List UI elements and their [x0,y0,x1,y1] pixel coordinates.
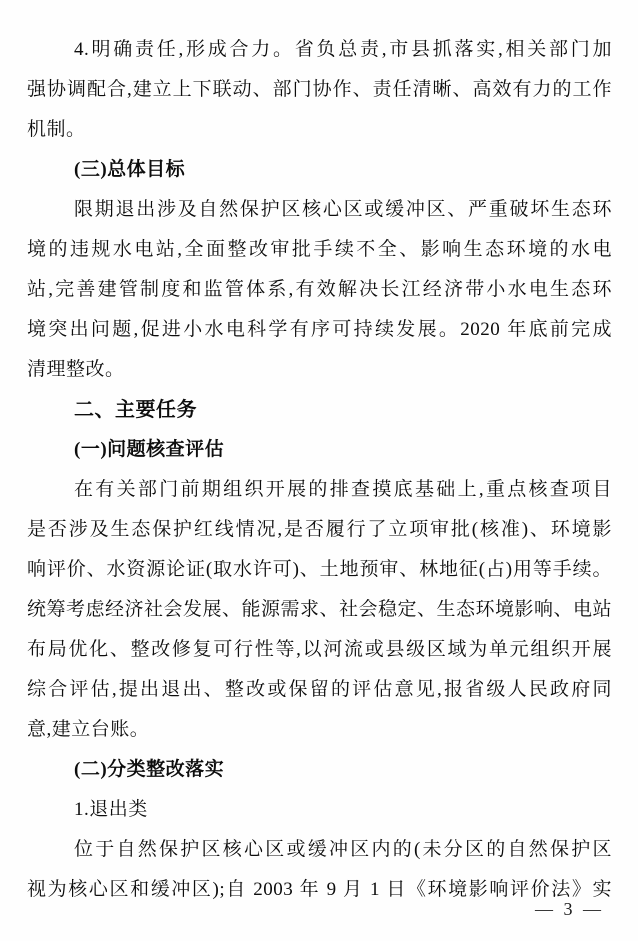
body-line: 限期退出涉及自然保护区核心区或缓冲区、严重破坏生态环 [74,199,612,220]
numbered-item-heading: 1.退出类 [74,799,148,820]
subsection-heading: (三)总体目标 [74,159,186,180]
body-line: 强协调配合,建立上下联动、部门协作、责任清晰、高效有力的工作 [27,79,612,100]
body-line: 站,完善建管制度和监管体系,有效解决长江经济带小水电生态环 [27,279,612,300]
body-line: 清理整改。 [27,359,125,380]
body-line: 在有关部门前期组织开展的排查摸底基础上,重点核查项目 [74,479,612,500]
body-line: 综合评估,提出退出、整改或保留的评估意见,报省级人民政府同 [27,679,612,700]
body-line: 布局优化、整改修复可行性等,以河流或县级区域为单元组织开展 [27,639,612,660]
subsection-heading: (二)分类整改落实 [74,759,225,780]
page-number: — 3 — [535,899,604,919]
body-line: 响评价、水资源论证(取水许可)、土地预审、林地征(占)用等手续。 [27,559,612,580]
body-line: 机制。 [27,119,86,140]
body-line: 统筹考虑经济社会发展、能源需求、社会稳定、生态环境影响、电站 [27,599,613,620]
subsection-heading: (一)问题核查评估 [74,439,225,460]
body-line: 是否涉及生态保护红线情况,是否履行了立项审批(核准)、环境影 [27,519,612,540]
body-line: 境突出问题,促进小水电科学有序可持续发展。2020 年底前完成 [27,319,612,340]
section-heading: 二、主要任务 [74,399,197,421]
body-line: 境的违规水电站,全面整改审批手续不全、影响生态环境的水电 [27,239,612,260]
body-line: 意,建立台账。 [27,719,150,740]
body-line: 位于自然保护区核心区或缓冲区内的(未分区的自然保护区 [74,839,612,860]
body-line: 视为核心区和缓冲区);自 2003 年 9 月 1 日《环境影响评价法》实 [27,879,612,900]
body-line: 4.明确责任,形成合力。省负总责,市县抓落实,相关部门加 [74,39,612,60]
